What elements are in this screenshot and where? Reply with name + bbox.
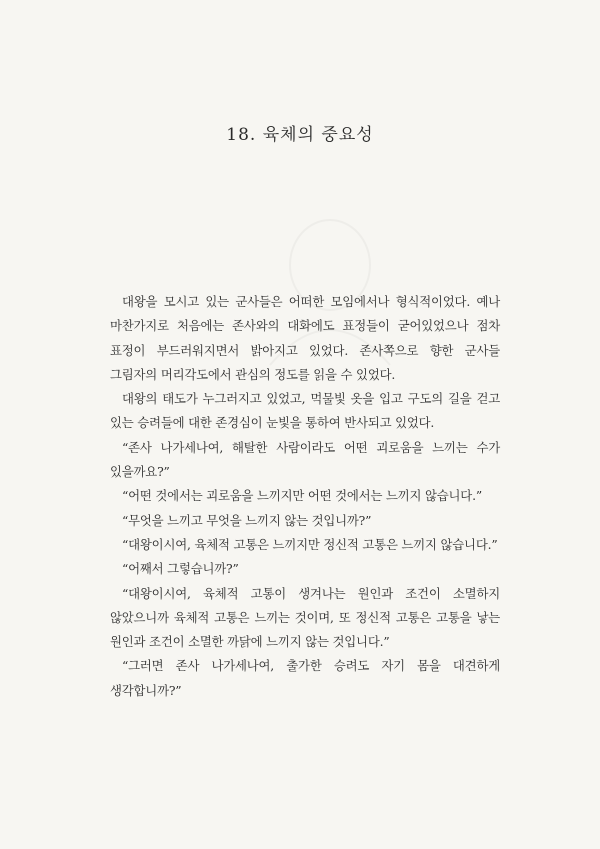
paragraph: “존사 나가세나여, 해탈한 사람이라도 어떤 괴로움을 느끼는 수가 있을까요?” <box>110 439 500 480</box>
paragraph: “대왕이시여, 육체적 고통은 느끼지만 정신적 고통은 느끼지 않습니다.” <box>122 536 498 552</box>
paragraph: “대왕이시여, 육체적 고통이 생겨나는 원인과 조건이 소멸하지 않았으니까 육체적 고통은 느끼는 것이며, 또 정신적 고통은 고통을 낳는 원인과 조건이 소멸한 까닭에 느끼지 않는 것입니다.” <box>110 585 500 650</box>
paragraph: “어떤 것에서는 괴로움을 느끼지만 어떤 것에서는 느끼지 않습니다.” <box>122 488 482 504</box>
chapter-title: 18. 육체의 중요성 <box>226 125 374 145</box>
paragraph: “그러면 존사 나가세나여, 출가한 승려도 자기 몸을 대견하게 생각합니까?” <box>110 658 500 698</box>
paragraph: 대왕의 태도가 누그러지고 있었고, 먹물빛 옷을 입고 구도의 길을 걷고 있는 승려들에 대한 존경심이 눈빛을 통하여 반사되고 있었다. <box>110 391 500 431</box>
paragraph: “무엇을 느끼고 무엇을 느끼지 않는 것입니까?” <box>122 512 372 528</box>
paragraph: “어째서 그렇습니까?” <box>122 561 239 577</box>
body-text <box>110 290 500 703</box>
paragraph: 대왕을 모시고 있는 군사들은 어떠한 모임에서나 형식적이었다. 예나 마찬가지로 처음에는 존사와의 대화에도 표정들이 굳어있었으나 점차 표정이 부드러워지면서 밝아지고 있었다. 존사쪽으로 향한 군사들 그림자의 머리각도에서 관심의 정도를 읽을 수 있었다. <box>110 294 500 382</box>
